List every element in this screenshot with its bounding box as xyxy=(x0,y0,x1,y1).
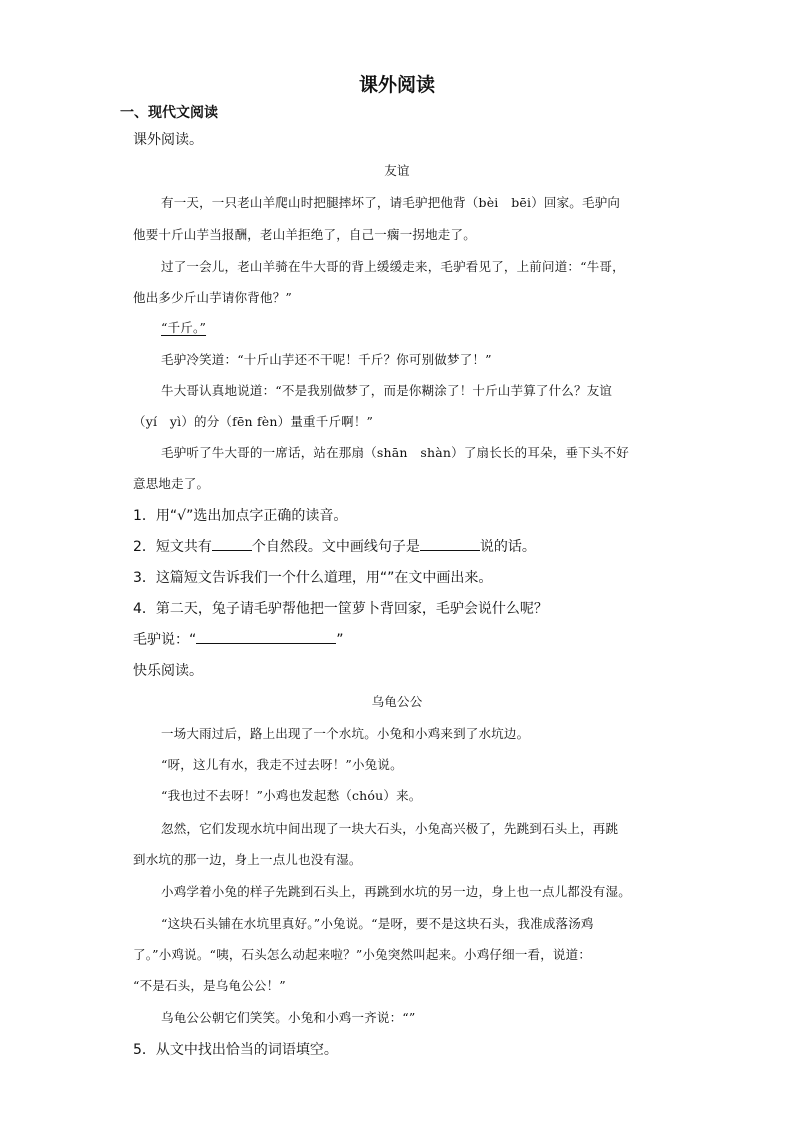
story-title: 乌龟公公 xyxy=(371,694,423,709)
story-line: （yí yì）的分（fēn fèn）量重千斤啊！” xyxy=(133,414,374,429)
story-line: “不是石头，是乌龟公公！” xyxy=(133,978,286,993)
answer-close-quote: ” xyxy=(336,632,344,648)
story-line: 乌龟公公朝它们笑笑。小兔和小鸡一齐说：“” xyxy=(161,1010,416,1025)
story-line: “这块石头铺在水坑里真好。”小兔说。“是呀，要不是这块石头，我准成落汤鸡 xyxy=(161,916,594,931)
question-2 xyxy=(133,536,536,556)
answer-blank[interactable] xyxy=(196,631,336,644)
question-2-part-c: 说的话。 xyxy=(479,539,536,555)
question-4-answer xyxy=(133,629,344,649)
story-line: 小鸡学着小兔的样子先跳到石头上，再跳到水坑的另一边，身上也一点儿都没有湿。 xyxy=(161,884,631,899)
question-4: 4．第二天，兔子请毛驴帮他把一筐萝卜背回家，毛驴会说什么呢？ xyxy=(133,601,548,617)
section-intro: 快乐阅读。 xyxy=(133,663,203,679)
story-line: 毛驴听了牛大哥的一席话，站在那扇（shān shàn）了扇长长的耳朵，垂下头不好 xyxy=(161,445,629,460)
story-line: 牛大哥认真地说道：“不是我别做梦了，而是你糊涂了！十斤山芋算了什么？友谊 xyxy=(161,383,613,398)
story-line: 有一天，一只老山羊爬山时把腿摔坏了，请毛驴把他背（bèi bēi）回家。毛驴向 xyxy=(161,195,621,210)
question-2-part-b: 个自然段。文中画线句子是 xyxy=(251,539,420,555)
page-title: 课外阅读 xyxy=(358,74,435,96)
answer-blank[interactable] xyxy=(212,538,252,551)
story-line: 忽然，它们发现水坑中间出现了一块大石头，小兔高兴极了，先跳到石头上，再跳 xyxy=(161,821,619,836)
story-line: 他要十斤山芋当报酬，老山羊拒绝了，自己一瘸一拐地走了。 xyxy=(133,227,476,242)
section-heading: 一、现代文阅读 xyxy=(120,105,218,121)
question-1: 1．用“√”选出加点字正确的读音。 xyxy=(133,508,348,524)
question-3: 3．这篇短文告诉我们一个什么道理，用“”在文中画出来。 xyxy=(133,570,493,586)
answer-open-quote: 毛驴说：“ xyxy=(133,632,197,648)
question-5: 5．从文中找出恰当的词语填空。 xyxy=(133,1042,338,1058)
story-line: 一场大雨过后，路上出现了一个水坑。小兔和小鸡来到了水坑边。 xyxy=(161,726,530,741)
underlined-sentence: “千斤。” xyxy=(161,320,207,335)
story-line: “呀，这儿有水，我走不过去呀！”小兔说。 xyxy=(161,757,403,772)
story-line: 过了一会儿，老山羊骑在牛大哥的背上缓缓走来，毛驴看见了，上前问道：“牛哥， xyxy=(161,259,625,274)
story-line: 到水坑的那一边，身上一点儿也没有湿。 xyxy=(133,852,362,867)
story-line: “我也过不去呀！”小鸡也发起愁（chóu）来。 xyxy=(161,788,422,803)
story-line: 了。”小鸡说。“咦，石头怎么动起来啦？”小兔突然叫起来。小鸡仔细一看，说道： xyxy=(133,947,592,962)
answer-blank[interactable] xyxy=(420,538,480,551)
story-line: 毛驴冷笑道：“十斤山芋还不干呢！千斤？你可别做梦了！” xyxy=(161,352,492,367)
story-line: 意思地走了。 xyxy=(133,476,210,491)
story-title: 友谊 xyxy=(384,163,410,178)
question-2-part-a: 2．短文共有 xyxy=(133,539,212,555)
section-intro: 课外阅读。 xyxy=(133,132,203,148)
story-line: 他出多少斤山芋请你背他？” xyxy=(133,290,292,305)
